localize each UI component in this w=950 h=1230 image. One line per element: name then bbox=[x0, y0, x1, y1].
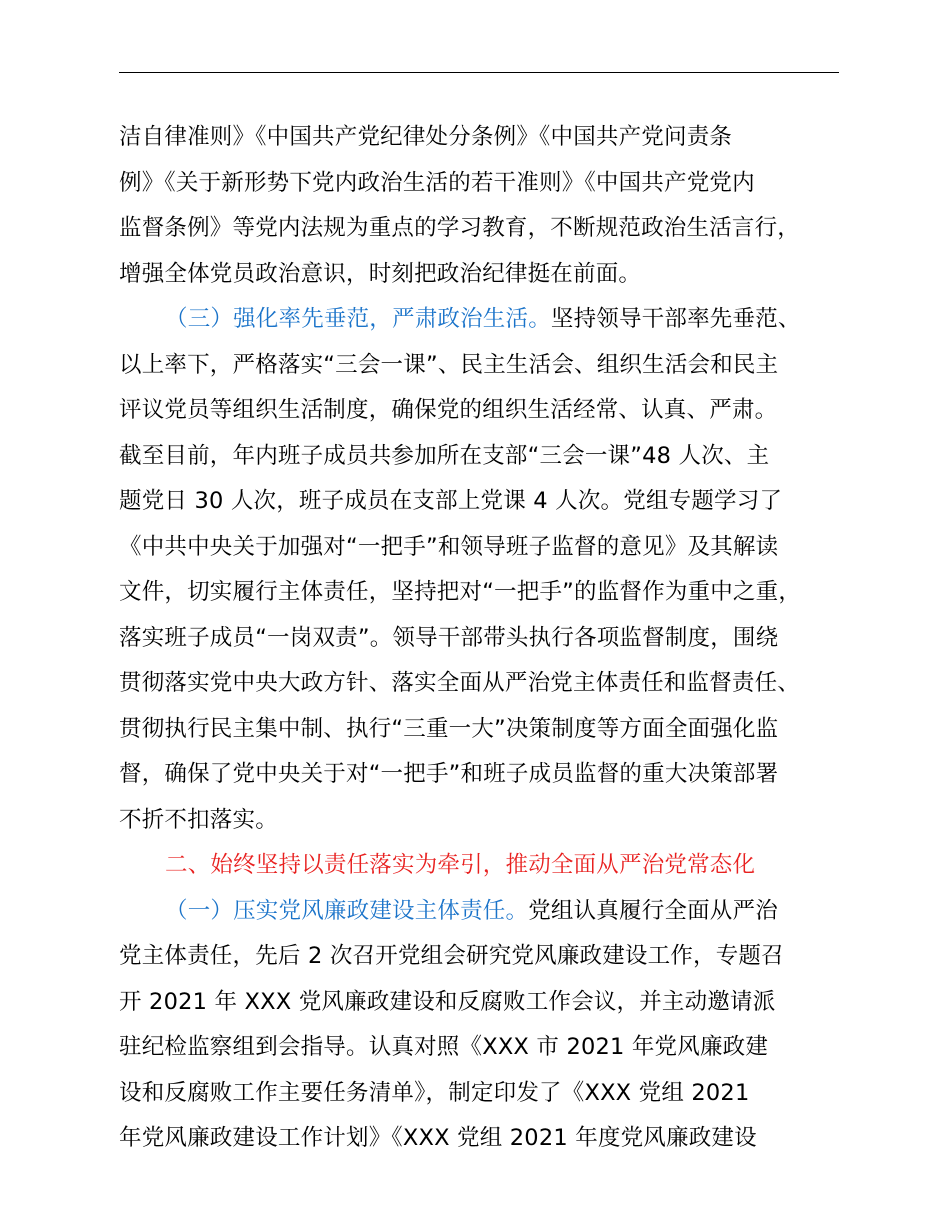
body-line: 截至目前，年内班子成员共参加所在支部“三会一课”48 人次、主 bbox=[119, 442, 770, 469]
body-line: 题党日 30 人次，班子成员在支部上党课 4 人次。党组专题学习了 bbox=[119, 488, 783, 514]
body-line: 开 2021 年 XXX 党风廉政建设和反腐败工作会议，并主动邀请派 bbox=[119, 988, 776, 1015]
body-line: 设和反腐败工作主要任务清单》，制定印发了《XXX 党组 2021 bbox=[119, 1079, 750, 1106]
body-text: 坚持领导干部率先垂范、 bbox=[550, 306, 801, 332]
body-text: 党组认真履行全面从严治 bbox=[528, 897, 778, 924]
subsection-3-line bbox=[119, 297, 879, 343]
header-rule bbox=[119, 72, 839, 73]
body-line: 贯彻执行民主集中制、执行“三重一大”决策制度等方面全面强化监 bbox=[119, 715, 779, 742]
subsection-1-heading: （一）压实党风廉政建设主体责任。 bbox=[165, 897, 529, 924]
body-line: 洁自律准则》《中国共产党纪律处分条例》《中国共产党问责条 bbox=[119, 124, 733, 150]
body-line: 增强全体党员政治意识，时刻把政治纪律挺在前面。 bbox=[119, 260, 642, 287]
body-line: 年党风廉政建设工作计划》《XXX 党组 2021 年度党风廉政建设 bbox=[119, 1125, 757, 1151]
subsection-3-heading: （三）强化率先垂范，严肃政治生活。 bbox=[165, 306, 551, 332]
section-2-heading: 二、始终坚持以责任落实为牵引，推动全面从严治党常态化 bbox=[165, 852, 756, 878]
body-line: 评议党员等组织生活制度，确保党的组织生活经常、认真、严肃。 bbox=[119, 397, 778, 423]
body-line: 贯彻落实党中央大政方针、落实全面从严治党主体责任和监督责任、 bbox=[119, 670, 801, 696]
body-line: 督，确保了党中央关于对“一把手”和班子成员监督的重大决策部署 bbox=[119, 761, 779, 787]
body-line: 党主体责任，先后 2 次召开党组会研究党风廉政建设工作，专题召 bbox=[119, 943, 784, 969]
body-line: 驻纪检监察组到会指导。认真对照《XXX 市 2021 年党风廉政建 bbox=[119, 1034, 769, 1060]
body-line: 落实班子成员“一岗双责”。领导干部带头执行各项监督制度，围绕 bbox=[119, 624, 779, 651]
body-line: 文件，切实履行主体责任，坚持把对“一把手”的监督作为重中之重， bbox=[119, 579, 802, 605]
body-line: 《中共中央关于加强对“一把手”和领导班子监督的意见》及其解读 bbox=[119, 533, 779, 560]
document-body bbox=[119, 115, 879, 1162]
body-line: 不折不扣落实。 bbox=[119, 806, 278, 833]
body-line: 例》《关于新形势下党内政治生活的若干准则》《中国共产党党内 bbox=[119, 169, 755, 196]
body-line: 以上率下，严格落实“三会一课”、民主生活会、组织生活会和民主 bbox=[119, 351, 779, 378]
subsection-1-line bbox=[119, 889, 879, 935]
body-line: 监督条例》等党内法规为重点的学习教育，不断规范政治生活言行， bbox=[119, 215, 801, 241]
